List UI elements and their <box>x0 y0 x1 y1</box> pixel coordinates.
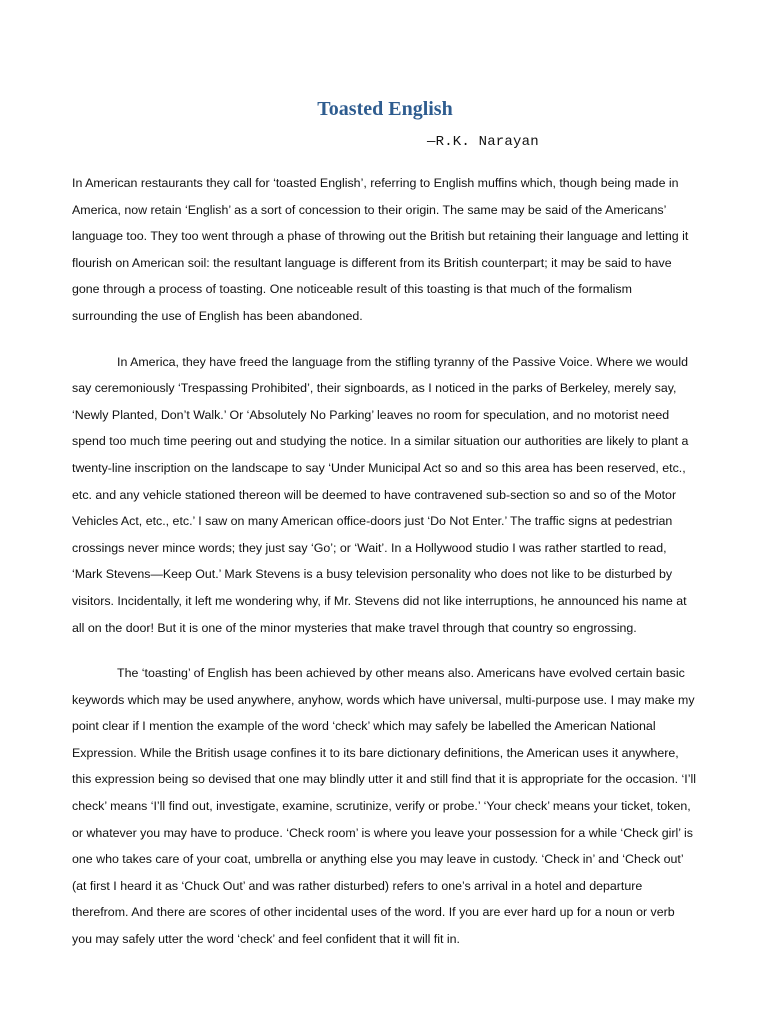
paragraph-1: In American restaurants they call for ‘toasted English’, referring to English muffins which, though being made in America, now retain ‘English’ as a sort of concession to their origin. The same may be said of the Americans’ language too. They too went through a phase of throwing out the British but retaining their language and letting it flourish on American soil: the resultant language is different from its British counterpart; it may be said to have gone through a process of toasting. One noticeable result of this toasting is that much of the formalism surrounding the use of English has been abandoned. <box>72 176 689 323</box>
paragraph-2: In America, they have freed the language from the stifling tyranny of the Passive Voice. Where we would say ceremoniously ‘Trespassing Prohibited’, their signboards, as I noticed in the parks of Berkeley, merely say, ‘Newly Planted, Don’t Walk.’ Or ‘Absolutely No Parking’ leaves no room for speculation, and no motorist need spend too much time peering out and studying the notice. In a similar situation our authorities are likely to plant a twenty-line inscription on the landscape to say ‘Under Municipal Act so and so this area has been reserved, etc., etc. and any vehicle stationed thereon will be deemed to have contravened sub-section so and so of the Motor Vehicles Act, etc., etc.’ I saw on many American office-doors just ‘Do Not Enter.’ The traffic signs at pedestrian crossings never mince words; they just say ‘Go’; or ‘Wait’. In a Hollywood studio I was rather startled to read, ‘Mark Stevens—Keep Out.’ Mark Stevens is a busy television personality who does not like to be disturbed by visitors. Incidentally, it left me wondering why, if Mr. Stevens did not like interruptions, he announced his name at all on the door! But it is one of the minor mysteries that make travel through that country so engrossing. <box>72 354 689 635</box>
document-page <box>72 0 698 1024</box>
author-byline: —R.K. Narayan <box>427 134 539 150</box>
document-title: Toasted English <box>317 98 453 120</box>
paragraph-3: The ‘toasting’ of English has been achieved by other means also. Americans have evolved certain basic keywords which may be used anywhere, anyhow, words which have universal, multi-purpose use. I may make my point clear if I mention the example of the word ‘check’ which may safely be labelled the American National Expression. While the British usage confines it to its bare dictionary definitions, the American uses it anywhere, this expression being so devised that one may blindly utter it and still find that it is appropriate for the occasion. ‘I’ll check’ means ‘I’ll find out, investigate, examine, scrutinize, verify or probe.’ ‘Your check’ means your ticket, token, or whatever you may have to produce. ‘Check room’ is where you leave your possession for a while ‘Check girl’ is one who takes care of your coat, umbrella or anything else you may leave in custody. ‘Check in’ and ‘Check out’ (at first I heard it as ‘Chuck Out’ and was rather disturbed) refers to one’s arrival in a hotel and departure therefrom. And there are scores of other incidental uses of the word. If you are ever hard up for a noun or verb you may safely utter the word ‘check’ and feel confident that it will fit in. <box>72 666 696 947</box>
document-body <box>72 170 698 972</box>
